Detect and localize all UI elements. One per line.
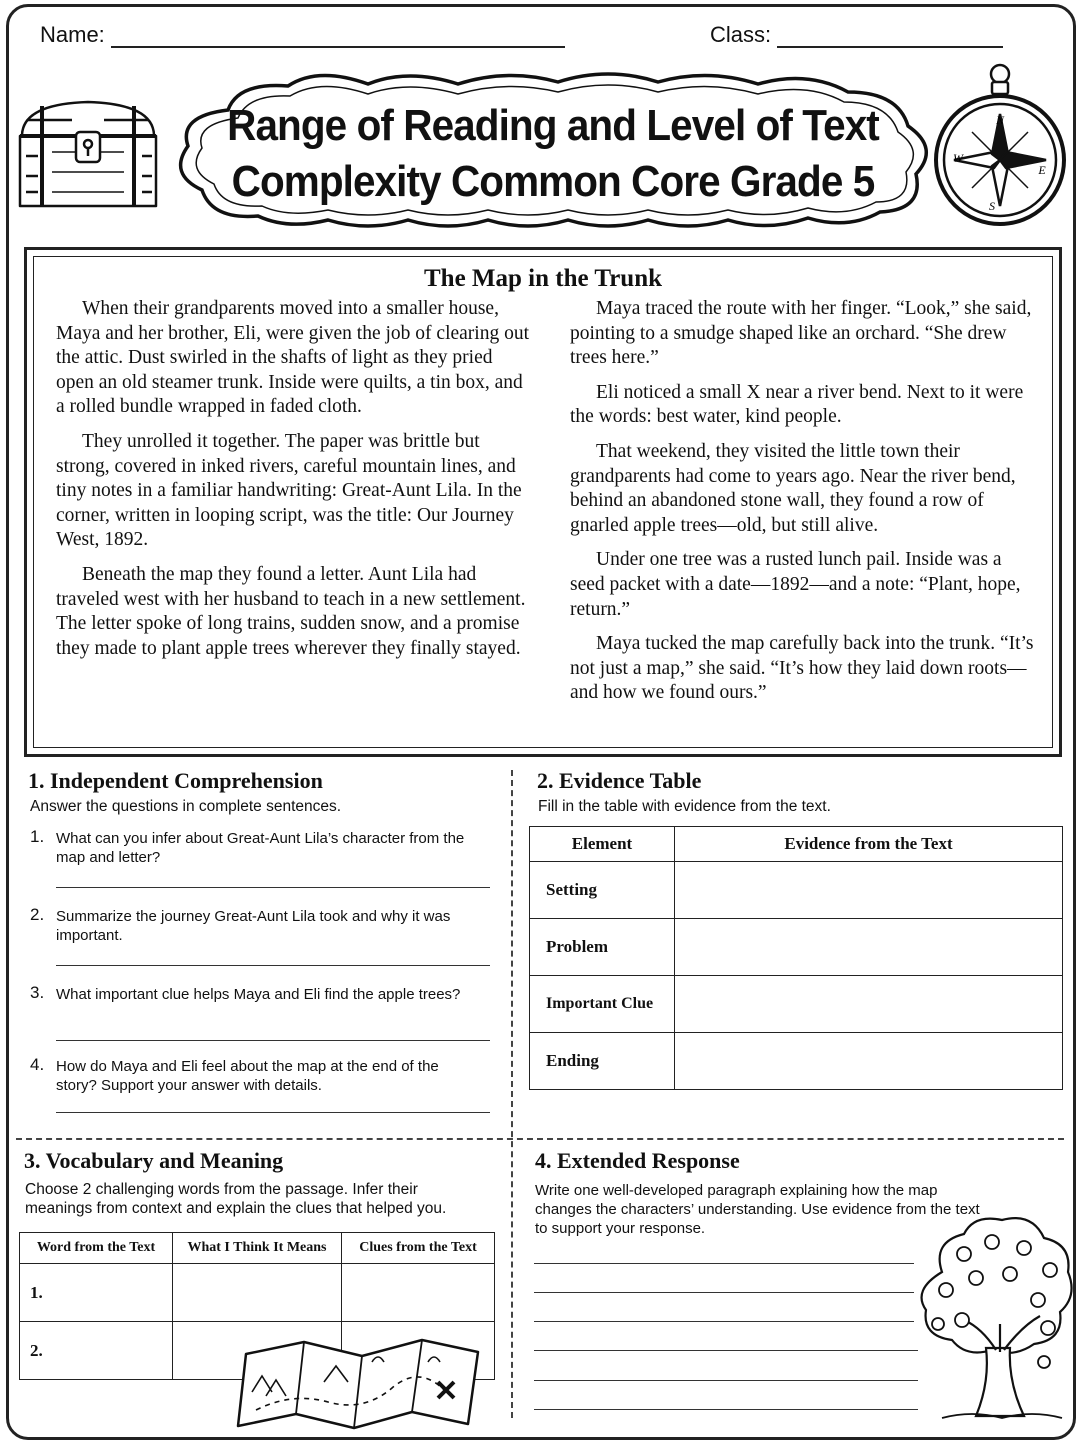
question-text: How do Maya and Eli feel about the map at the end of the story? Support your answer with details.: [56, 1058, 439, 1094]
response-line[interactable]: [534, 1350, 918, 1351]
name-field[interactable]: [40, 22, 565, 48]
answer-line[interactable]: [56, 1040, 490, 1041]
compass-w-label: W: [953, 151, 963, 165]
evidence-row-label: Ending: [530, 1033, 675, 1090]
vocab-row-number[interactable]: 2.: [20, 1322, 173, 1380]
story-paragraph: When their grandparents moved into a smaller house, Maya and her brother, Eli, were given the job of clearing out the attic. Dust swirled in the shafts of light as they pried open an old steamer trunk. Inside were quilts, a tin box, and a rolled bundle wrapped in faded cloth.: [56, 298, 530, 418]
vocab-col-word: Word from the Text: [20, 1233, 173, 1264]
evidence-col-element: Element: [530, 827, 675, 862]
question-text: What can you infer about Great-Aunt Lila’s character from the map and letter?: [56, 830, 465, 866]
response-line[interactable]: [534, 1263, 914, 1264]
vocab-cell[interactable]: [342, 1264, 495, 1322]
compass-s-label: S: [989, 199, 995, 213]
section-2-heading: 2. Evidence Table: [537, 768, 702, 793]
answer-line[interactable]: [56, 965, 490, 966]
story-paragraph: They unrolled it together. The paper was brittle but strong, covered in inked rivers, careful mountain lines, and tiny notes in a familiar handwriting: Great-Aunt Lila. In the corner, written in looping script, was the title: Our Journey West, 1892.: [56, 430, 522, 551]
horizontal-divider: [16, 1138, 1064, 1140]
vocab-row-number[interactable]: 1.: [20, 1264, 173, 1322]
evidence-cell[interactable]: [675, 1033, 1063, 1090]
question-number: 1.: [30, 827, 45, 846]
evidence-row-label: Problem: [530, 919, 675, 976]
class-field[interactable]: [710, 22, 1003, 48]
class-blank[interactable]: [777, 24, 1003, 48]
apple-tree-icon: [912, 1212, 1076, 1426]
evidence-cell[interactable]: [675, 919, 1063, 976]
evidence-col-evidence: Evidence from the Text: [675, 827, 1063, 862]
evidence-table: [529, 826, 1063, 1090]
compass-e-label: E: [1038, 163, 1046, 177]
section-4-heading: 4. Extended Response: [535, 1148, 740, 1173]
table-row: [530, 862, 1063, 919]
vocab-col-meaning: What I Think It Means: [173, 1233, 342, 1264]
evidence-row-label: Setting: [530, 862, 675, 919]
question-text: What important clue helps Maya and Eli find the apple trees?: [56, 986, 461, 1003]
section-1-instructions: Answer the questions in complete sentences.: [30, 798, 342, 815]
response-line[interactable]: [534, 1380, 918, 1381]
evidence-cell[interactable]: [675, 976, 1063, 1033]
compass-icon: [930, 62, 1070, 232]
response-line[interactable]: [534, 1292, 914, 1293]
story-paragraph: Under one tree was a rusted lunch pail. Inside was a seed packet with a date—1892—and a note: “Plant, hope, return.”: [570, 549, 1021, 620]
response-line[interactable]: [534, 1321, 914, 1322]
story-paragraph: Maya tucked the map carefully back into the trunk. “It’s not just a map,” she said. “It’s how they laid down roots—and how we found ours.”: [570, 633, 1034, 704]
evidence-row-label: Important Clue: [530, 976, 675, 1033]
table-row: [20, 1264, 495, 1322]
story-column-right: [570, 297, 1040, 716]
story-paragraph: Maya traced the route with her finger. “Look,” she said, pointing to a smudge shaped like an orchard. “She drew trees here.”: [570, 298, 1032, 369]
question-number: 2.: [30, 905, 45, 924]
treasure-map-icon: [232, 1332, 492, 1432]
vocab-cell[interactable]: [173, 1264, 342, 1322]
title-line-2: Complexity Common Core Grade 5: [231, 157, 875, 206]
story-paragraph: Beneath the map they found a letter. Aunt Lila had traveled west with her husband to teach in a new settlement. The letter spoke of long trains, sudden snow, and a promise they made to plant apple trees wherever they finally stayed.: [56, 563, 526, 659]
story-title: The Map in the Trunk: [423, 265, 663, 292]
class-label: Class:: [710, 22, 772, 47]
title-line-1: Range of Reading and Level of Text: [227, 101, 879, 150]
section-3-instructions: Choose 2 challenging words from the passage. Infer their meanings from context and explain the clues that helped you.: [25, 1181, 447, 1217]
vertical-divider: [511, 770, 513, 1418]
answer-line[interactable]: [56, 1112, 490, 1113]
name-blank[interactable]: [111, 24, 565, 48]
table-row: [530, 976, 1063, 1033]
story-column-left: [56, 297, 530, 671]
story-paragraph: Eli noticed a small X near a river bend. Next to it were the words: best water, kind people.: [570, 381, 1024, 428]
section-4-instructions: Write one well-developed paragraph explaining how the map changes the characters’ understanding. Use evidence from the text to support your response.: [535, 1182, 980, 1237]
story-passage-box: [24, 247, 1062, 757]
story-paragraph: That weekend, they visited the little town their grandparents had come to years ago. Near the river bend, behind an abandoned stone wall, they found a row of gnarled apple trees—old, but still alive.: [570, 440, 1016, 536]
evidence-cell[interactable]: [675, 862, 1063, 919]
compass-n-label: N: [995, 113, 1005, 127]
response-line[interactable]: [534, 1409, 918, 1410]
question-number: 3.: [30, 983, 45, 1002]
question-text: Summarize the journey Great-Aunt Lila took and why it was important.: [56, 908, 451, 944]
table-row: [530, 919, 1063, 976]
worksheet-title: [217, 98, 889, 210]
section-1-heading: 1. Independent Comprehension: [28, 768, 323, 793]
answer-line[interactable]: [56, 887, 490, 888]
name-label: Name:: [40, 22, 105, 47]
treasure-chest-icon: [12, 96, 164, 214]
table-row: [530, 1033, 1063, 1090]
question-number: 4.: [30, 1055, 45, 1074]
vocab-col-clues: Clues from the Text: [342, 1233, 495, 1264]
section-3-heading: 3. Vocabulary and Meaning: [24, 1148, 284, 1173]
section-2-instructions: Fill in the table with evidence from the text.: [538, 798, 831, 815]
story-inner-border: [33, 256, 1053, 748]
